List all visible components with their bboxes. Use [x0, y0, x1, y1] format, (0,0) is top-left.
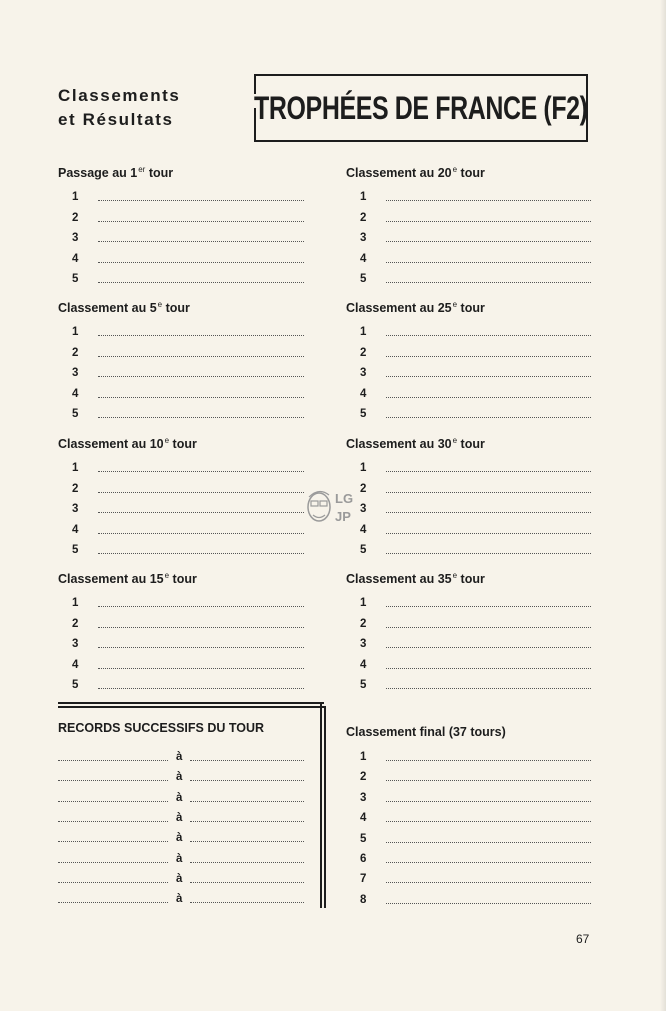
section-title-text: Classement au 15 — [58, 572, 164, 586]
entry-line — [98, 512, 304, 513]
entry-line — [386, 903, 591, 904]
page-number: 67 — [576, 932, 590, 946]
entry-line — [98, 376, 304, 377]
entry-line — [386, 335, 591, 336]
entry-line — [98, 647, 304, 648]
entry-line — [98, 606, 304, 607]
rank-number: 1 — [72, 462, 79, 474]
rank-number: 4 — [360, 523, 367, 536]
entry-line — [386, 606, 591, 607]
ranking-row — [360, 345, 591, 359]
section-title-suffix: tour — [457, 572, 485, 586]
rank-number: 5 — [360, 679, 367, 692]
record-row — [58, 810, 304, 824]
ranking-row — [360, 542, 591, 556]
rank-number: 1 — [360, 462, 367, 474]
record-driver-line — [58, 862, 168, 863]
record-connector: à — [176, 771, 183, 784]
rank-number: 2 — [72, 211, 79, 224]
page-edge-shadow — [660, 0, 666, 1011]
ranking-row — [360, 406, 591, 420]
section-title — [58, 571, 197, 586]
rank-number: 4 — [72, 658, 79, 671]
record-value-line — [190, 882, 304, 883]
section-title-suffix: tour — [457, 166, 485, 180]
section-title-suffix: tour — [169, 437, 197, 451]
rank-number: 1 — [360, 751, 367, 763]
rank-number: 4 — [72, 523, 79, 536]
record-driver-line — [58, 760, 168, 761]
record-row — [58, 871, 304, 885]
ranking-row — [360, 189, 591, 203]
entry-line — [98, 417, 304, 418]
rank-number: 3 — [72, 503, 79, 516]
section-title-suffix: tour — [457, 301, 485, 315]
entry-line — [386, 356, 591, 357]
ranking-row — [72, 595, 304, 609]
entry-line — [386, 471, 591, 472]
record-driver-line — [58, 821, 168, 822]
ranking-row — [360, 616, 591, 630]
entry-line — [386, 200, 591, 201]
rank-number: 4 — [360, 252, 367, 265]
final-ranking-row — [360, 810, 591, 824]
ranking-row — [72, 345, 304, 359]
rank-number: 5 — [360, 273, 367, 286]
rank-number: 2 — [360, 346, 367, 359]
rank-number: 8 — [360, 893, 367, 906]
entry-line — [386, 512, 591, 513]
entry-line — [98, 533, 304, 534]
ranking-row — [72, 189, 304, 203]
rank-number: 3 — [360, 503, 367, 516]
record-value-line — [190, 821, 304, 822]
ranking-row — [360, 271, 591, 285]
rank-number: 2 — [360, 211, 367, 224]
entry-line — [98, 627, 304, 628]
rank-number: 1 — [72, 597, 79, 609]
record-row — [58, 851, 304, 865]
entry-line — [98, 553, 304, 554]
section-title — [58, 436, 197, 451]
record-connector: à — [176, 751, 183, 763]
rank-number: 7 — [360, 873, 367, 886]
record-connector: à — [176, 872, 183, 885]
ranking-row — [72, 542, 304, 556]
section-title — [346, 571, 485, 586]
entry-line — [98, 668, 304, 669]
section-title-text: Classement au 20 — [346, 166, 452, 180]
rank-number: 1 — [360, 597, 367, 609]
section-title-text: Classement au 30 — [346, 437, 452, 451]
section-title — [346, 165, 485, 180]
entry-line — [98, 241, 304, 242]
rank-number: 3 — [72, 232, 79, 245]
ranking-row — [72, 657, 304, 671]
record-connector: à — [176, 832, 183, 845]
svg-text:JP: JP — [335, 509, 351, 524]
entry-line — [386, 760, 591, 761]
ranking-row — [72, 251, 304, 265]
lgjp-watermark-logo — [305, 485, 361, 533]
final-ranking-row — [360, 871, 591, 885]
record-row — [58, 790, 304, 804]
records-title: RECORDS SUCCESSIFS DU TOUR — [58, 721, 265, 735]
entry-line — [386, 842, 591, 843]
records-top-rule-2 — [58, 706, 324, 708]
record-connector: à — [176, 811, 183, 824]
record-row — [58, 830, 304, 844]
header-left-line2: et Résultats — [58, 110, 174, 129]
rank-number: 5 — [360, 408, 367, 421]
section-title-ordinal: e — [452, 165, 458, 174]
entry-line — [98, 282, 304, 283]
section-title-suffix: tour — [457, 437, 485, 451]
section-title-ordinal: e — [164, 571, 170, 580]
ranking-row — [72, 230, 304, 244]
record-value-line — [190, 862, 304, 863]
section-title-ordinal: e — [452, 571, 458, 580]
records-top-rule — [58, 702, 324, 704]
section-title — [58, 300, 190, 315]
rank-number: 1 — [72, 191, 79, 203]
section-title-text: Passage au 1 — [58, 166, 138, 180]
rank-number: 4 — [72, 387, 79, 400]
entry-line — [386, 862, 591, 863]
ranking-row — [360, 365, 591, 379]
entry-line — [386, 627, 591, 628]
record-driver-line — [58, 801, 168, 802]
rank-number: 1 — [360, 191, 367, 203]
record-driver-line — [58, 841, 168, 842]
title-box — [254, 74, 588, 142]
header-left-line1: Classements — [58, 86, 181, 105]
rank-number: 4 — [360, 812, 367, 825]
ranking-row — [360, 324, 591, 338]
rank-number: 2 — [72, 482, 79, 495]
rank-number: 3 — [72, 638, 79, 651]
entry-line — [386, 492, 591, 493]
section-title-text: Classement au 10 — [58, 437, 164, 451]
record-row — [58, 891, 304, 905]
ranking-row — [72, 365, 304, 379]
entry-line — [98, 221, 304, 222]
ranking-row — [72, 616, 304, 630]
entry-line — [386, 262, 591, 263]
rank-number: 6 — [360, 853, 367, 865]
section-title-text: Classement au 5 — [58, 301, 157, 315]
entry-line — [386, 801, 591, 802]
record-value-line — [190, 760, 304, 761]
entry-line — [386, 282, 591, 283]
entry-line — [386, 882, 591, 883]
rank-number: 5 — [72, 679, 79, 692]
ranking-row — [72, 501, 304, 515]
rank-number: 2 — [360, 482, 367, 495]
records-right-rule-2 — [324, 706, 326, 908]
rank-number: 4 — [72, 252, 79, 265]
final-title: Classement final (37 tours) — [346, 725, 506, 739]
rank-number: 5 — [72, 544, 79, 557]
page-title: TROPHÉES DE FRANCE (F2) — [254, 89, 588, 126]
entry-line — [386, 417, 591, 418]
ranking-row — [360, 230, 591, 244]
entry-line — [98, 688, 304, 689]
section-title-suffix: tour — [145, 166, 174, 180]
section-title-suffix: tour — [169, 572, 197, 586]
record-driver-line — [58, 882, 168, 883]
record-row — [58, 769, 304, 783]
ranking-row — [360, 657, 591, 671]
ranking-row — [360, 522, 591, 536]
ranking-row — [360, 481, 591, 495]
entry-line — [386, 821, 591, 822]
ranking-row — [72, 210, 304, 224]
entry-line — [386, 688, 591, 689]
record-row — [58, 749, 304, 763]
final-ranking-row — [360, 790, 591, 804]
rank-number: 3 — [360, 367, 367, 380]
record-value-line — [190, 780, 304, 781]
section-title — [58, 165, 173, 180]
ranking-row — [360, 636, 591, 650]
rank-number: 3 — [72, 367, 79, 380]
ranking-row — [360, 595, 591, 609]
rank-number: 2 — [360, 771, 367, 784]
ranking-row — [360, 251, 591, 265]
section-title-ordinal: e — [164, 436, 170, 445]
ranking-row — [360, 501, 591, 515]
record-connector: à — [176, 852, 183, 865]
final-ranking-row — [360, 892, 591, 906]
ranking-row — [360, 677, 591, 691]
rank-number: 3 — [360, 232, 367, 245]
record-value-line — [190, 902, 304, 903]
section-title-ordinal: er — [138, 165, 146, 174]
section-title — [346, 300, 485, 315]
rank-number: 2 — [72, 346, 79, 359]
entry-line — [98, 356, 304, 357]
section-title-ordinal: e — [157, 300, 163, 309]
record-connector: à — [176, 791, 183, 804]
final-ranking-row — [360, 769, 591, 783]
record-value-line — [190, 801, 304, 802]
entry-line — [386, 376, 591, 377]
ranking-row — [72, 677, 304, 691]
section-title-ordinal: e — [452, 436, 458, 445]
final-ranking-row — [360, 831, 591, 845]
record-value-line — [190, 841, 304, 842]
rank-number: 1 — [360, 326, 367, 338]
entry-line — [386, 221, 591, 222]
svg-text:LG: LG — [335, 491, 354, 506]
entry-line — [386, 397, 591, 398]
entry-line — [98, 200, 304, 201]
rank-number: 3 — [360, 791, 367, 804]
ranking-row — [72, 522, 304, 536]
rank-number: 2 — [360, 617, 367, 630]
record-driver-line — [58, 780, 168, 781]
entry-line — [386, 241, 591, 242]
entry-line — [386, 780, 591, 781]
ranking-row — [72, 636, 304, 650]
record-connector: à — [176, 893, 183, 906]
rank-number: 2 — [72, 617, 79, 630]
ranking-row — [72, 481, 304, 495]
ranking-row — [72, 324, 304, 338]
rank-number: 5 — [72, 273, 79, 286]
record-driver-line — [58, 902, 168, 903]
rank-number: 5 — [360, 544, 367, 557]
entry-line — [98, 335, 304, 336]
ranking-row — [360, 460, 591, 474]
entry-line — [98, 492, 304, 493]
entry-line — [386, 553, 591, 554]
entry-line — [386, 533, 591, 534]
ranking-row — [360, 210, 591, 224]
section-title — [346, 436, 485, 451]
section-title-text: Classement au 25 — [346, 301, 452, 315]
section-title-suffix: tour — [162, 301, 190, 315]
ranking-row — [72, 406, 304, 420]
rank-number: 3 — [360, 638, 367, 651]
section-title-ordinal: e — [452, 300, 458, 309]
section-title-text: Classement au 35 — [346, 572, 452, 586]
rank-number: 4 — [360, 658, 367, 671]
rank-number: 5 — [360, 832, 367, 845]
entry-line — [386, 647, 591, 648]
rank-number: 5 — [72, 408, 79, 421]
final-ranking-row — [360, 851, 591, 865]
records-right-rule — [320, 702, 322, 908]
ranking-row — [72, 386, 304, 400]
rank-number: 4 — [360, 387, 367, 400]
ranking-row — [72, 460, 304, 474]
header-left-label — [58, 84, 218, 132]
entry-line — [386, 668, 591, 669]
entry-line — [98, 471, 304, 472]
ranking-row — [72, 271, 304, 285]
entry-line — [98, 262, 304, 263]
rank-number: 1 — [72, 326, 79, 338]
ranking-row — [360, 386, 591, 400]
entry-line — [98, 397, 304, 398]
final-ranking-row — [360, 749, 591, 763]
